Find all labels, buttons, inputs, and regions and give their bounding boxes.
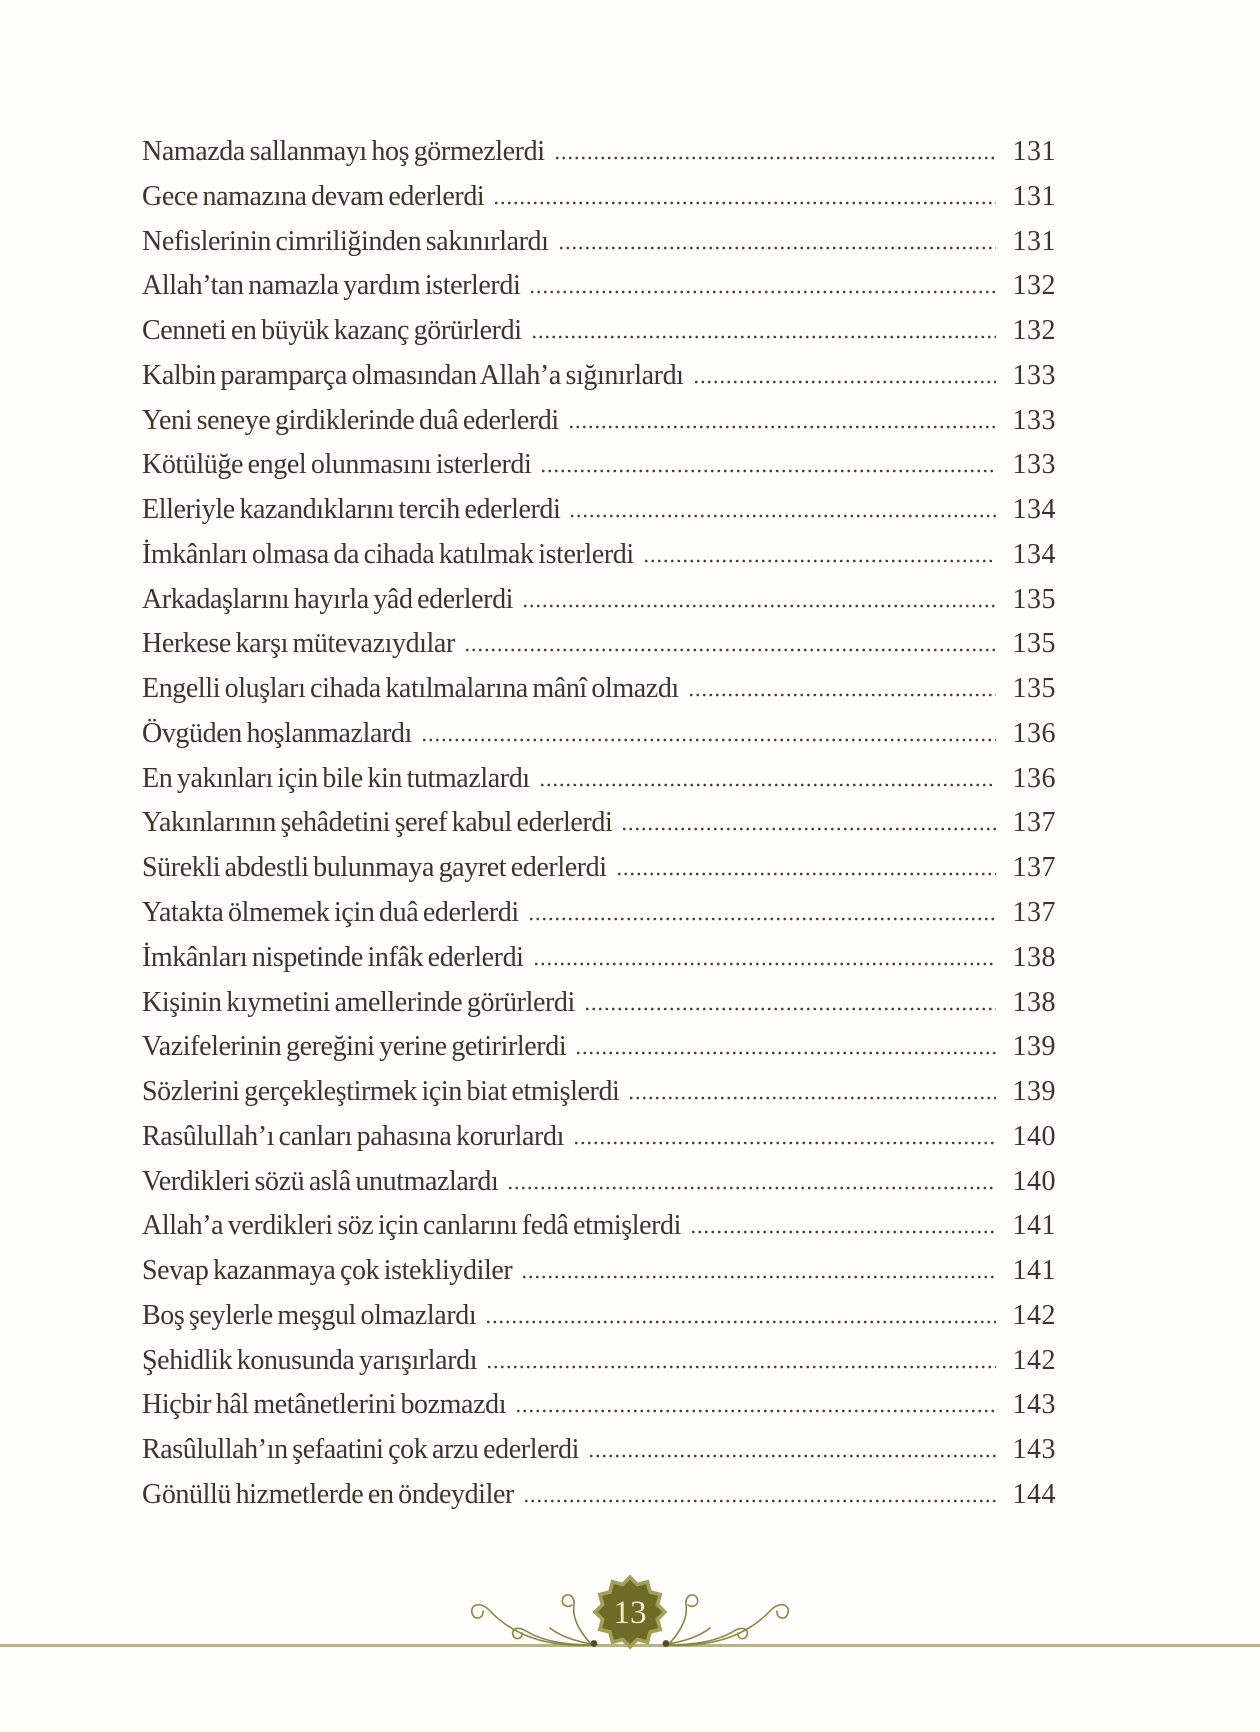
toc-entry-page-number: 140 (1012, 1165, 1056, 1197)
dotted-leader (575, 1051, 996, 1055)
toc-entry (142, 360, 1056, 405)
toc-entry-page-number: 140 (1012, 1120, 1056, 1152)
toc-entry-page-number: 143 (1012, 1389, 1056, 1421)
toc-entry-page-number: 144 (1012, 1478, 1056, 1510)
dotted-leader (616, 872, 996, 876)
toc-entry-page-number: 131 (1012, 180, 1056, 212)
toc-entry-title: Sürekli abdestli bulunmaya gayret ederlerdi (142, 852, 607, 884)
dotted-leader (533, 962, 996, 966)
toc-entry-page-number: 134 (1012, 538, 1056, 570)
dotted-leader (628, 1096, 996, 1100)
dotted-leader (507, 1186, 996, 1190)
dotted-leader (558, 246, 996, 250)
toc-entry-page-number: 133 (1012, 449, 1056, 481)
toc-entry-title: Rasûlullah’ın şefaatini çok arzu ederlerdi (142, 1434, 580, 1466)
toc-entry-title: Namazda sallanmayı hoş görmezlerdi (142, 136, 545, 167)
toc-entry (142, 226, 1056, 271)
toc-entry-page-number: 132 (1012, 270, 1056, 302)
dotted-leader (529, 290, 996, 294)
toc-entry-title: Rasûlullah’ı canları pahasına korurlardı (142, 1120, 564, 1152)
dotted-leader (421, 738, 996, 742)
toc-entry-title: Gönüllü hizmetlerde en öndeydiler (142, 1478, 514, 1510)
toc-entry-title: Allah’tan namazla yardım isterlerdi (142, 270, 521, 302)
toc-entry (142, 1166, 1056, 1211)
toc-entry-page-number: 141 (1012, 1255, 1056, 1287)
toc-entry-page-number: 131 (1012, 136, 1056, 167)
toc-entry-title: Sevap kazanmaya çok istekliydiler (142, 1255, 513, 1287)
toc-entry-page-number: 135 (1012, 583, 1056, 615)
dotted-leader (464, 648, 996, 652)
toc-entry (142, 1300, 1056, 1345)
toc-entry (142, 405, 1056, 450)
dotted-leader (531, 335, 996, 339)
toc-entry-title: Engelli oluşları cihada katılmalarına mânî olmazdı (142, 673, 679, 705)
toc-entry (142, 584, 1056, 629)
toc-entry-title: Kötülüğe engel olunmasını isterlerdi (142, 449, 532, 481)
toc-entry-page-number: 133 (1012, 359, 1056, 391)
toc-entry-title: Hiçbir hâl metânetlerini bozmazdı (142, 1389, 507, 1421)
toc-entry (142, 718, 1056, 763)
toc-entry-title: Boş şeylerle meşgul olmazlardı (142, 1299, 477, 1331)
toc-entry (142, 1076, 1056, 1121)
toc-entry (142, 1121, 1056, 1166)
toc-entry-title: Yakınlarının şehâdetini şeref kabul ederlerdi (142, 807, 613, 839)
toc-entry-title: En yakınları için bile kin tutmazlardı (142, 762, 530, 794)
dotted-leader (569, 514, 996, 518)
dotted-leader (515, 1409, 996, 1413)
toc-entry-page-number: 135 (1012, 673, 1056, 705)
toc-entry (142, 628, 1056, 673)
toc-entry-title: Şehidlik konusunda yarışırlardı (142, 1344, 478, 1376)
dotted-leader (568, 425, 996, 429)
toc-entry-title: Vazifelerinin gereğini yerine getirirlerdi (142, 1031, 567, 1063)
dotted-leader (521, 1275, 996, 1279)
toc-entry-title: Gece namazına devam ederlerdi (142, 180, 485, 212)
toc-entry-page-number: 132 (1012, 315, 1056, 347)
dotted-leader (584, 1007, 996, 1011)
toc-entry-title: Elleriyle kazandıklarını tercih ederlerdi (142, 494, 561, 526)
page-number-badge (590, 1572, 670, 1652)
toc-entry (142, 270, 1056, 315)
toc-entry (142, 1434, 1056, 1479)
toc-entry (142, 852, 1056, 897)
toc-entry-title: Sözlerini gerçekleştirmek için biat etmişlerdi (142, 1076, 620, 1108)
toc-entry (142, 539, 1056, 584)
toc-entry-page-number: 134 (1012, 494, 1056, 526)
toc-entry-title: İmkânları nispetinde infâk ederlerdi (142, 941, 524, 973)
toc-entry-page-number: 136 (1012, 762, 1056, 794)
toc-entry (142, 494, 1056, 539)
dotted-leader (528, 917, 996, 921)
toc-entry-title: Herkese karşı mütevazıydılar (142, 628, 455, 660)
toc-entry-title: Allah’a verdikleri söz için canlarını fedâ etmişlerdi (142, 1210, 682, 1242)
toc-entry-page-number: 142 (1012, 1299, 1056, 1331)
dotted-leader (554, 156, 996, 160)
dotted-leader (573, 1141, 996, 1145)
toc-entry (142, 673, 1056, 718)
toc-entry (142, 1210, 1056, 1255)
toc-entry (142, 987, 1056, 1032)
toc-entry-page-number: 131 (1012, 225, 1056, 257)
toc-entry (142, 807, 1056, 852)
toc-entry-page-number: 139 (1012, 1076, 1056, 1108)
toc-entry-title: Kişinin kıymetini amellerinde görürlerdi (142, 986, 575, 1018)
dotted-leader (621, 827, 996, 831)
dotted-leader (539, 783, 996, 787)
toc-entry-title: Yatakta ölmemek için duâ ederlerdi (142, 897, 519, 929)
toc-entry (142, 1031, 1056, 1076)
toc-entry-title: Nefislerinin cimriliğinden sakınırlardı (142, 225, 549, 257)
toc-entry (142, 763, 1056, 808)
toc-entry-page-number: 137 (1012, 852, 1056, 884)
dotted-leader (688, 693, 996, 697)
toc-entry (142, 181, 1056, 226)
dotted-leader (588, 1454, 996, 1458)
toc-entry-page-number: 138 (1012, 986, 1056, 1018)
dotted-leader (540, 469, 996, 473)
dotted-leader (523, 1499, 996, 1503)
toc-entry-page-number: 137 (1012, 897, 1056, 929)
toc-entry (142, 315, 1056, 360)
toc-entry (142, 1479, 1056, 1524)
toc-entry (142, 942, 1056, 987)
toc-entry-page-number: 137 (1012, 807, 1056, 839)
dotted-leader (643, 559, 996, 563)
toc-entry-title: Yeni seneye girdiklerinde duâ ederlerdi (142, 404, 559, 436)
toc-entry-title: Övgüden hoşlanmazlardı (142, 717, 412, 749)
toc-entry-page-number: 142 (1012, 1344, 1056, 1376)
dotted-leader (690, 1230, 996, 1234)
toc-entry (142, 1345, 1056, 1390)
toc-entry-page-number: 133 (1012, 404, 1056, 436)
toc-entry-page-number: 143 (1012, 1434, 1056, 1466)
toc-entry (142, 1389, 1056, 1434)
toc-entry-page-number: 135 (1012, 628, 1056, 660)
toc-entry-page-number: 141 (1012, 1210, 1056, 1242)
toc-entry-title: Verdikleri sözü aslâ unutmazlardı (142, 1165, 499, 1197)
dotted-leader (485, 1320, 996, 1324)
toc-entry-page-number: 136 (1012, 717, 1056, 749)
toc-entry-page-number: 138 (1012, 941, 1056, 973)
dotted-leader (522, 604, 996, 608)
toc-entry (142, 449, 1056, 494)
toc-entry (142, 136, 1056, 181)
dotted-leader (493, 201, 996, 205)
dotted-leader (486, 1365, 996, 1369)
table-of-contents (142, 136, 1056, 1524)
toc-entry-title: Kalbin paramparça olmasından Allah’a sığınırlardı (142, 359, 684, 391)
toc-entry-title: İmkânları olmasa da cihada katılmak isterlerdi (142, 538, 634, 570)
dotted-leader (693, 380, 996, 384)
toc-entry-title: Arkadaşlarını hayırla yâd ederlerdi (142, 583, 514, 615)
toc-entry (142, 1255, 1056, 1300)
badge-page-number: 13 (613, 1595, 647, 1631)
toc-entry-page-number: 139 (1012, 1031, 1056, 1063)
toc-entry (142, 897, 1056, 942)
toc-entry-title: Cenneti en büyük kazanç görürlerdi (142, 315, 522, 347)
